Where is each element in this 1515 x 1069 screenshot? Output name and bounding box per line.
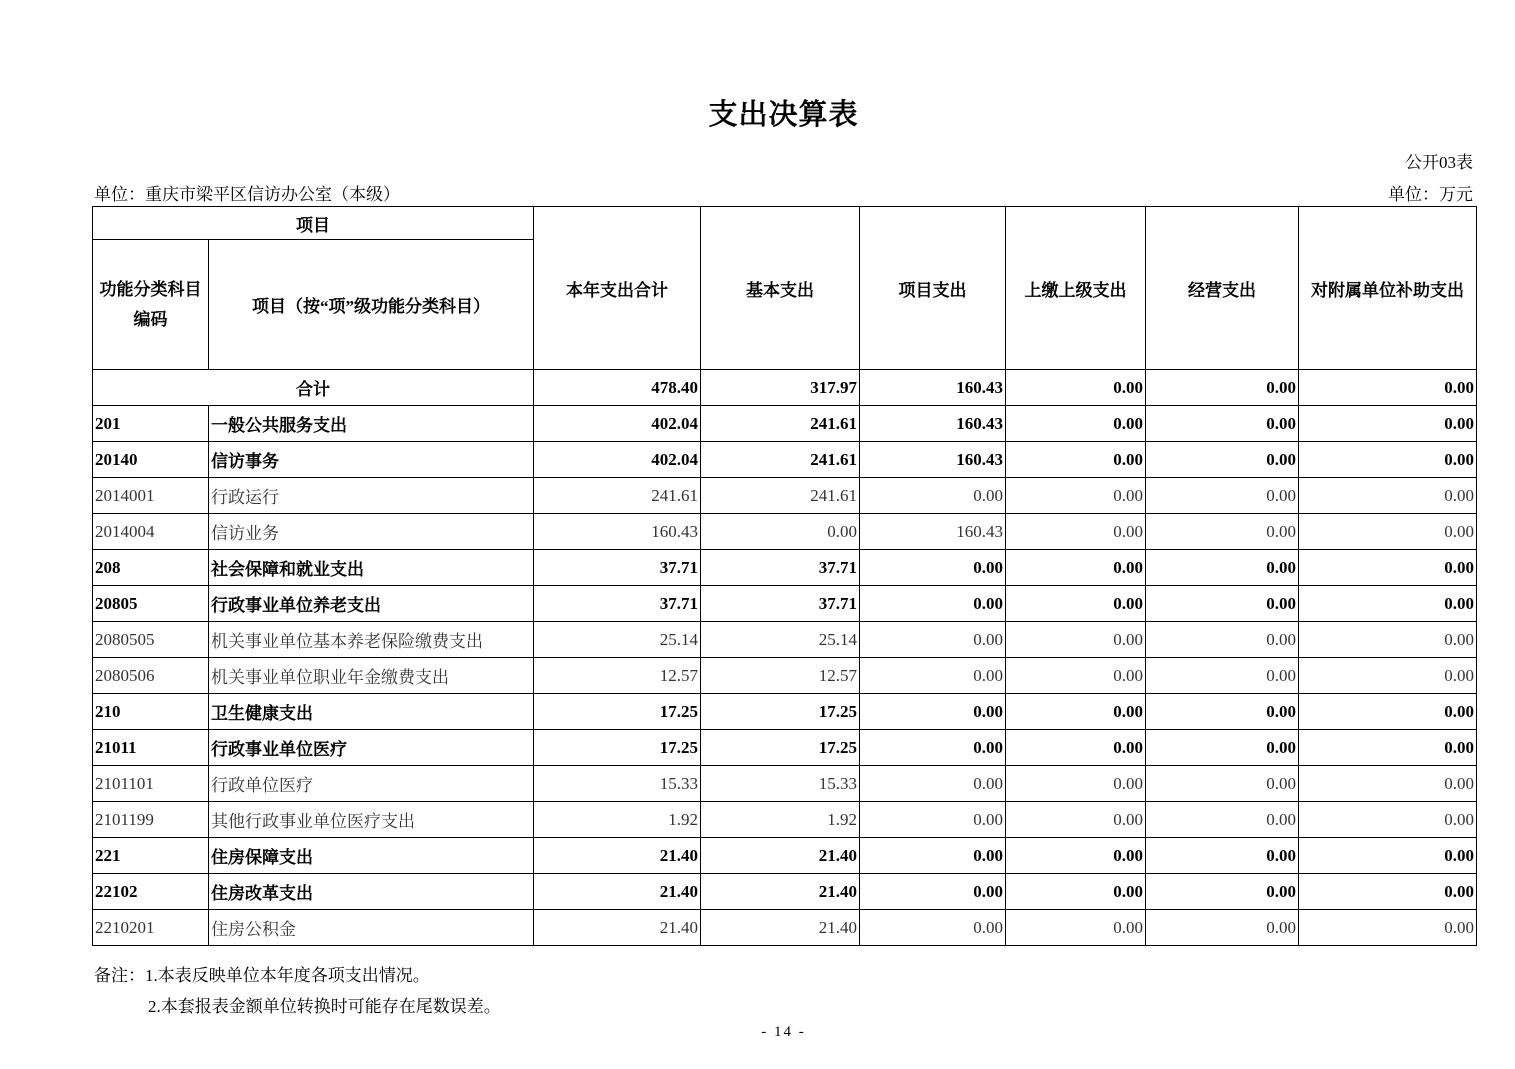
total-value: 0.00	[1146, 370, 1299, 406]
row-value: 0.00	[1006, 442, 1146, 478]
row-value: 15.33	[701, 766, 860, 802]
row-code: 208	[93, 550, 209, 586]
row-value: 0.00	[1299, 442, 1477, 478]
table-row	[93, 478, 1477, 514]
row-code: 221	[93, 838, 209, 874]
row-value: 402.04	[534, 442, 701, 478]
row-value: 0.00	[860, 730, 1006, 766]
row-value: 21.40	[701, 838, 860, 874]
row-value: 21.40	[534, 874, 701, 910]
row-value: 0.00	[1299, 694, 1477, 730]
row-value: 1.92	[534, 802, 701, 838]
row-code: 20805	[93, 586, 209, 622]
total-value: 478.40	[534, 370, 701, 406]
row-value: 0.00	[1146, 586, 1299, 622]
row-value: 0.00	[1006, 622, 1146, 658]
row-name: 行政单位医疗	[209, 766, 534, 802]
row-value: 0.00	[1006, 694, 1146, 730]
row-code: 2101199	[93, 802, 209, 838]
row-value: 0.00	[1006, 730, 1146, 766]
row-code: 2014004	[93, 514, 209, 550]
row-value: 0.00	[1146, 838, 1299, 874]
row-value: 0.00	[1146, 550, 1299, 586]
row-value: 0.00	[1299, 874, 1477, 910]
expenditure-table	[92, 206, 1477, 946]
row-value: 0.00	[1299, 658, 1477, 694]
row-value: 0.00	[1299, 406, 1477, 442]
row-name: 住房公积金	[209, 910, 534, 946]
row-name: 卫生健康支出	[209, 694, 534, 730]
table-row	[93, 406, 1477, 442]
row-name: 社会保障和就业支出	[209, 550, 534, 586]
row-code: 2210201	[93, 910, 209, 946]
row-value: 0.00	[1146, 802, 1299, 838]
row-value: 0.00	[1299, 802, 1477, 838]
page-number: - 14 -	[761, 1024, 806, 1040]
note-line-1: 备注：1.本表反映单位本年度各项支出情况。	[94, 966, 430, 985]
row-value: 0.00	[1006, 550, 1146, 586]
row-code: 21011	[93, 730, 209, 766]
row-value: 0.00	[1006, 514, 1146, 550]
row-value: 160.43	[860, 514, 1006, 550]
row-value: 0.00	[1146, 406, 1299, 442]
currency-unit: 单位：万元	[1388, 185, 1473, 204]
page-title: 支出决算表	[708, 99, 859, 131]
row-name: 住房保障支出	[209, 838, 534, 874]
row-value: 0.00	[1006, 406, 1146, 442]
table-row	[93, 622, 1477, 658]
table-row	[93, 550, 1477, 586]
table-row	[93, 838, 1477, 874]
table-row	[93, 766, 1477, 802]
row-value: 0.00	[1299, 550, 1477, 586]
row-code: 201	[93, 406, 209, 442]
row-value: 0.00	[1006, 910, 1146, 946]
organization-unit: 单位：重庆市梁平区信访办公室（本级）	[94, 185, 400, 204]
row-value: 0.00	[1146, 766, 1299, 802]
row-value: 0.00	[1146, 730, 1299, 766]
table-row	[93, 658, 1477, 694]
table-row	[93, 514, 1477, 550]
row-name: 行政事业单位养老支出	[209, 586, 534, 622]
row-value: 0.00	[860, 478, 1006, 514]
header-code: 功能分类科目编码	[93, 240, 209, 370]
table-row	[93, 910, 1477, 946]
row-value: 37.71	[534, 550, 701, 586]
total-label: 合计	[93, 370, 534, 406]
row-value: 0.00	[860, 658, 1006, 694]
total-row	[93, 370, 1477, 406]
row-name: 行政事业单位医疗	[209, 730, 534, 766]
header-project-group: 项目	[93, 207, 534, 240]
row-value: 0.00	[1146, 874, 1299, 910]
row-code: 2080505	[93, 622, 209, 658]
total-value: 160.43	[860, 370, 1006, 406]
note-line-2: 2.本套报表金额单位转换时可能存在尾数误差。	[148, 997, 501, 1016]
header-business: 经营支出	[1146, 207, 1299, 370]
row-value: 12.57	[534, 658, 701, 694]
table-row	[93, 694, 1477, 730]
row-value: 160.43	[860, 406, 1006, 442]
row-value: 0.00	[860, 802, 1006, 838]
row-value: 25.14	[701, 622, 860, 658]
row-value: 0.00	[860, 550, 1006, 586]
row-value: 0.00	[1006, 478, 1146, 514]
row-name: 信访业务	[209, 514, 534, 550]
notes	[94, 960, 501, 1022]
row-name: 住房改革支出	[209, 874, 534, 910]
row-name: 信访事务	[209, 442, 534, 478]
row-value: 0.00	[860, 874, 1006, 910]
row-value: 37.71	[701, 550, 860, 586]
row-value: 0.00	[860, 910, 1006, 946]
row-value: 0.00	[1146, 910, 1299, 946]
row-value: 0.00	[1006, 802, 1146, 838]
header-project: 项目支出	[860, 207, 1006, 370]
row-value: 0.00	[1146, 658, 1299, 694]
row-value: 12.57	[701, 658, 860, 694]
header-total: 本年支出合计	[534, 207, 701, 370]
row-value: 17.25	[701, 694, 860, 730]
header-name: 项目（按“项”级功能分类科目）	[209, 240, 534, 370]
header-basic: 基本支出	[701, 207, 860, 370]
row-value: 0.00	[1299, 586, 1477, 622]
row-value: 17.25	[701, 730, 860, 766]
row-name: 其他行政事业单位医疗支出	[209, 802, 534, 838]
row-value: 0.00	[701, 514, 860, 550]
row-value: 0.00	[860, 838, 1006, 874]
row-value: 160.43	[534, 514, 701, 550]
total-value: 0.00	[1006, 370, 1146, 406]
row-value: 0.00	[1146, 694, 1299, 730]
row-code: 20140	[93, 442, 209, 478]
form-number: 公开03表	[1405, 153, 1473, 172]
row-value: 160.43	[860, 442, 1006, 478]
row-code: 2080506	[93, 658, 209, 694]
table-row	[93, 442, 1477, 478]
row-code: 2101101	[93, 766, 209, 802]
table-row	[93, 730, 1477, 766]
row-value: 21.40	[534, 910, 701, 946]
header-upper: 上缴上级支出	[1006, 207, 1146, 370]
row-value: 241.61	[701, 478, 860, 514]
row-value: 241.61	[701, 442, 860, 478]
row-value: 402.04	[534, 406, 701, 442]
row-value: 0.00	[860, 622, 1006, 658]
row-name: 机关事业单位基本养老保险缴费支出	[209, 622, 534, 658]
total-value: 0.00	[1299, 370, 1477, 406]
row-value: 37.71	[534, 586, 701, 622]
row-value: 241.61	[534, 478, 701, 514]
row-value: 17.25	[534, 730, 701, 766]
row-name: 机关事业单位职业年金缴费支出	[209, 658, 534, 694]
row-code: 2014001	[93, 478, 209, 514]
row-code: 210	[93, 694, 209, 730]
row-value: 0.00	[1299, 622, 1477, 658]
row-value: 0.00	[1146, 622, 1299, 658]
row-value: 0.00	[1006, 874, 1146, 910]
total-value: 317.97	[701, 370, 860, 406]
row-value: 0.00	[860, 766, 1006, 802]
row-value: 37.71	[701, 586, 860, 622]
row-value: 0.00	[1299, 478, 1477, 514]
row-value: 0.00	[1299, 766, 1477, 802]
table-row	[93, 802, 1477, 838]
row-value: 0.00	[1146, 478, 1299, 514]
row-value: 25.14	[534, 622, 701, 658]
header-subsidy: 对附属单位补助支出	[1299, 207, 1477, 370]
row-value: 15.33	[534, 766, 701, 802]
row-value: 0.00	[1146, 514, 1299, 550]
row-value: 0.00	[860, 586, 1006, 622]
row-value: 0.00	[1299, 730, 1477, 766]
row-value: 0.00	[1299, 910, 1477, 946]
row-value: 21.40	[534, 838, 701, 874]
row-value: 0.00	[860, 694, 1006, 730]
table-row	[93, 586, 1477, 622]
row-value: 0.00	[1146, 442, 1299, 478]
row-value: 0.00	[1006, 586, 1146, 622]
row-value: 241.61	[701, 406, 860, 442]
row-name: 一般公共服务支出	[209, 406, 534, 442]
row-value: 21.40	[701, 874, 860, 910]
row-value: 0.00	[1299, 514, 1477, 550]
row-value: 0.00	[1006, 838, 1146, 874]
row-value: 0.00	[1006, 766, 1146, 802]
table-row	[93, 874, 1477, 910]
row-value: 1.92	[701, 802, 860, 838]
row-code: 22102	[93, 874, 209, 910]
row-name: 行政运行	[209, 478, 534, 514]
row-value: 17.25	[534, 694, 701, 730]
row-value: 21.40	[701, 910, 860, 946]
row-value: 0.00	[1299, 838, 1477, 874]
row-value: 0.00	[1006, 658, 1146, 694]
